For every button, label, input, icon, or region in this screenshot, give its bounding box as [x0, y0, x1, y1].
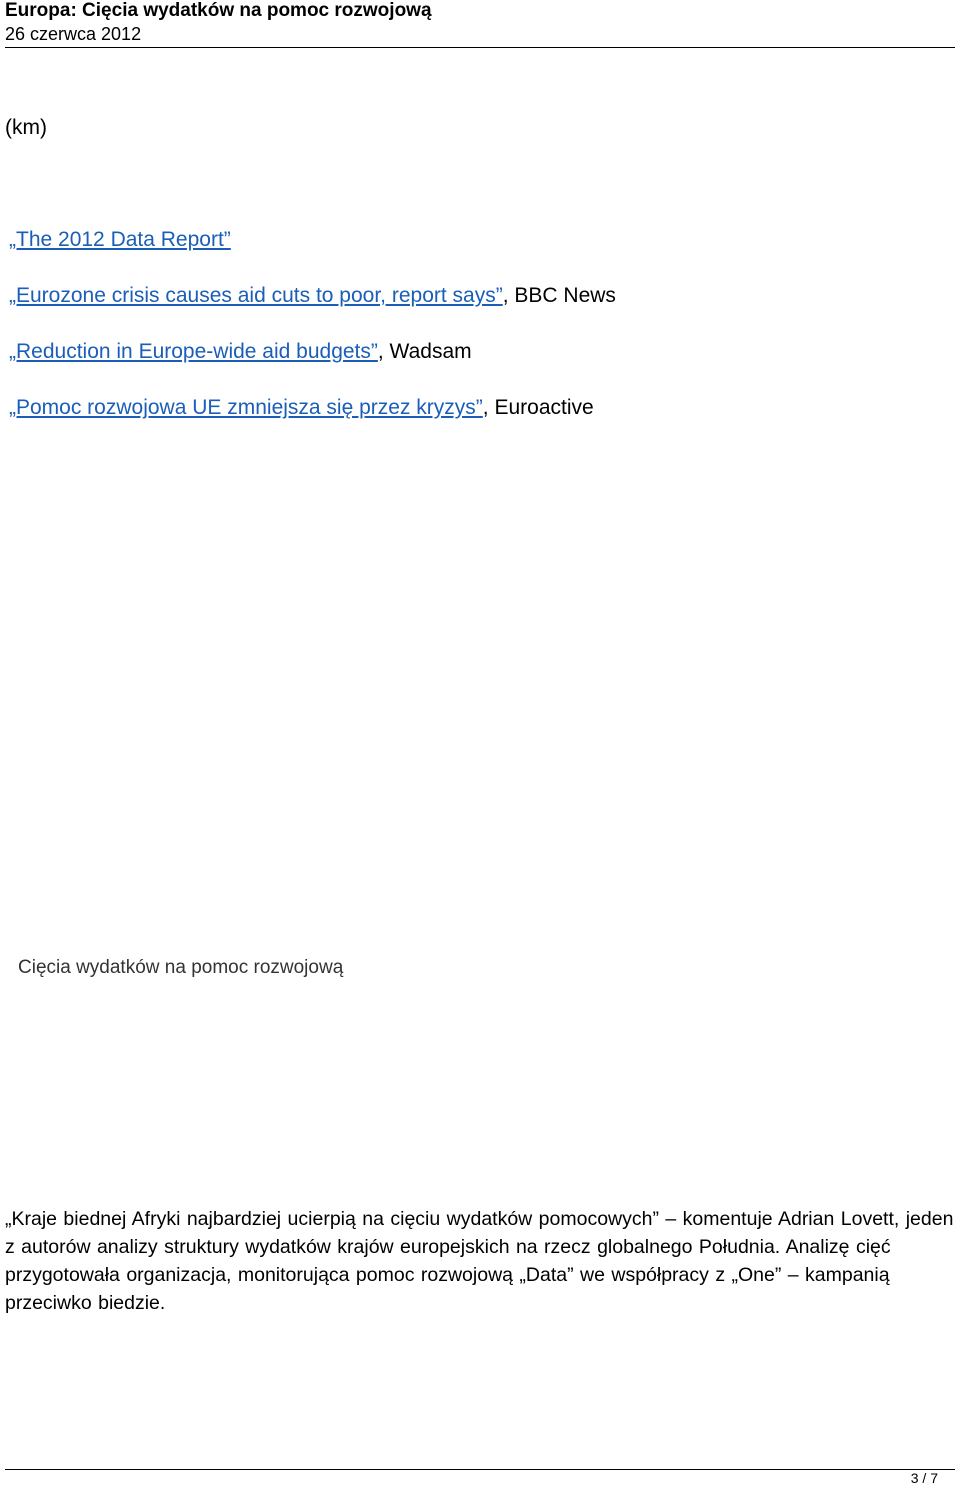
article-date: 26 czerwca 2012 — [5, 24, 142, 44]
reference-item — [9, 227, 231, 253]
author-tag: (km) — [5, 116, 47, 139]
footer-divider — [5, 1469, 955, 1470]
reference-source: , BBC News — [502, 284, 616, 307]
section-heading: Cięcia wydatków na pomoc rozwojową — [18, 957, 344, 978]
reference-item — [9, 395, 594, 421]
reference-link-aid-budgets[interactable]: „Reduction in Europe-wide aid budgets” — [9, 340, 378, 363]
reference-item — [9, 339, 472, 365]
reference-link-eurozone-crisis[interactable]: „Eurozone crisis causes aid cuts to poor, report says” — [9, 284, 503, 307]
reference-link-data-report[interactable]: „The 2012 Data Report” — [9, 228, 231, 251]
page-number: 3 / 7 — [910, 1470, 938, 1486]
header-divider — [5, 47, 955, 48]
article-paragraph: „Kraje biednej Afryki najbardziej ucierpią na cięciu wydatków pomocowych” – komentuje Adrian Lovett, jeden z autorów analizy struktury wydatków krajów europejskich na rzecz globalnego Południa. Analizę cięć przygotowała organizacja, monitorująca pomoc rozwojową „Data” we współpracy z „One” – kampanią przeciwko biedzie. — [5, 1208, 954, 1314]
page-title: Europa: Cięcia wydatków na pomoc rozwojową — [5, 0, 432, 21]
reference-link-pomoc-rozwojowa[interactable]: „Pomoc rozwojowa UE zmniejsza się przez kryzys” — [9, 396, 483, 419]
reference-source: , Euroactive — [482, 396, 594, 419]
reference-source: , Wadsam — [377, 340, 472, 363]
reference-item — [9, 283, 616, 309]
